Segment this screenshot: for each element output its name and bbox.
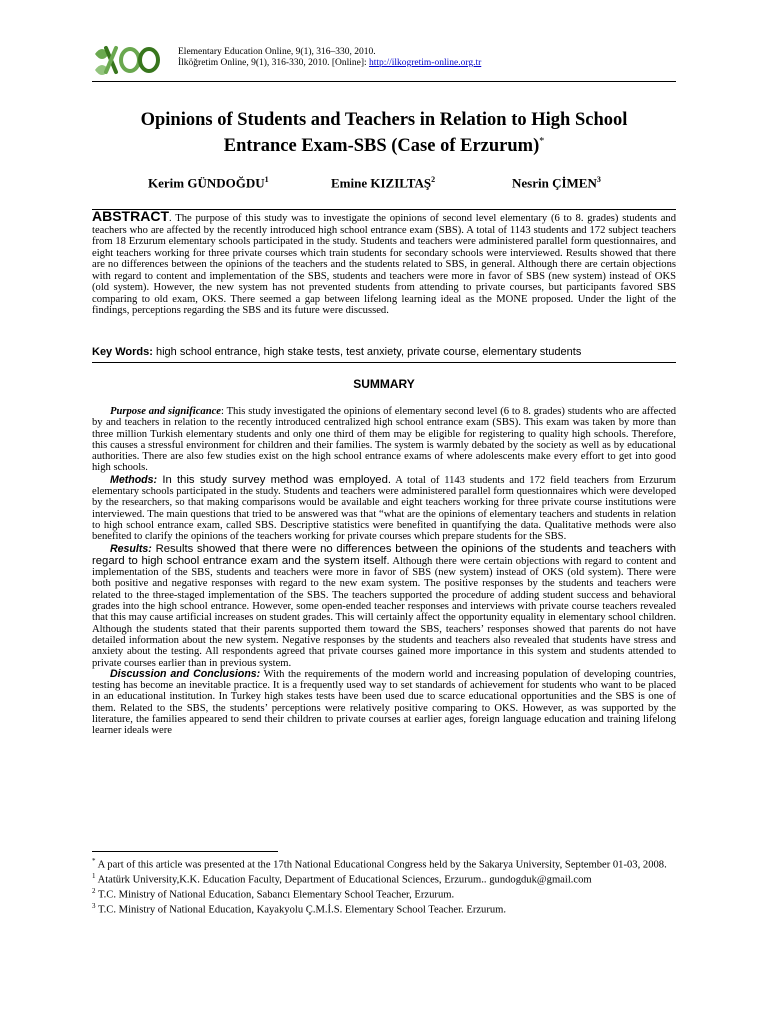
abstract xyxy=(92,208,676,317)
footnote-3 xyxy=(92,901,676,916)
footnote-3-text: T.C. Ministry of National Education, Kayakyolu Ç.M.İ.S. Elementary School Teacher. Erzurum. xyxy=(95,904,507,916)
summary-heading: SUMMARY xyxy=(353,377,415,391)
footnote-star-text: A part of this article was presented at the 17th National Educational Congress held by the Sakarya University, September 01-03, 2008. xyxy=(95,859,667,871)
keywords-label: Key Words: xyxy=(92,346,153,358)
journal-line-english: Elementary Education Online, 9(1), 316–330, 2010. xyxy=(178,47,376,57)
methods-paragraph xyxy=(92,474,676,543)
author-2 xyxy=(331,175,435,191)
author-1 xyxy=(148,175,269,191)
abstract-heading: ABSTRACT xyxy=(92,208,169,224)
author-2-sup: 2 xyxy=(431,175,436,184)
author-3 xyxy=(512,175,601,191)
journal-url-link[interactable]: http://ilkogretim-online.org.tr xyxy=(369,58,482,68)
footnote-1 xyxy=(92,871,676,886)
footnote-2-mark: 2 xyxy=(92,887,96,896)
title-line-1: Opinions of Students and Teachers in Relation to High School xyxy=(140,110,628,130)
author-1-name: Kerim GÜNDOĞDU xyxy=(148,175,265,191)
methods-text: A total of 1143 students and 172 field teachers from Erzurum elementary schools participated in the study. Students and teachers were administered parallel form questionnaires which were developed by the researchers, so that making comparisons would be available and eight teachers working for three private course institutions were interviewed. The main questions that tried to be answered was that “what are the opinions of elementary teachers and students in relation to high school entrance exam, called SBS. Descriptive statistics were benefited in quantifying the data. Qualitative methods were also benefited to clarify the opinions of the teachers working for private courses which prepare students for the SBS. xyxy=(92,474,676,543)
abstract-text: . The purpose of this study was to investigate the opinions of second level elementary (6 to 8. grades) students and teachers who are affected by the recently introduced high school entrance exam (SBS). A total of 1143 students and 172 subject teachers from 18 Erzurum elementary schools participated in the study. Students and teachers were administered parallel form questionnaires, and eight teachers working for three private courses which train students for secondary schools were interviewed. Results showed that there are no differences between the opinions of the teachers and the students related to SBS, in general. Although there are certain objections with regard to content and implementation of the SBS, students and teachers were more in favor of SBS (new system) instead of OKS (old system). However, the new system has not prevented students from attending to private courses, but participants favored SBS comparing to old exam, OKS. There seemed a gap between lifelong learning ideal as the MONE proposed. Under the light of the findings, perceptions regarding the SBS and its future were discussed. xyxy=(92,213,676,316)
footnote-star xyxy=(92,856,676,871)
title-footnote-mark: * xyxy=(539,136,545,147)
purpose-paragraph xyxy=(92,406,676,474)
results-text: Although there were certain objections with regard to content and implementation of the SBS, students and teachers were more in favor of SBS (new system) instead of OKS (old system). There were both positive and negative responses with regard to the new exam system. The positive responses by the students and teachers were related to the three-staged implementation of the SBS. The teachers supported the procedure of adding student success and behavioral grades into the high school entrance. However, some open-ended teacher responses and interviews with private course teachers revealed that this may cause artificial increases on student grades. This will certainly affect the opportunity equality in elementary school children. Although the students stated that their parents supported them toward the SBS, teachers’ responses showed that parents do not have detailed information about the new system. Negative responses by the students and teachers also revealed that students have stress and anxiety about the testing. All respondents agreed that private courses gained more importance in this system and students attended to private courses earlier than in previous system. xyxy=(92,555,676,669)
methods-label: Methods: xyxy=(110,473,158,486)
purpose-label: Purpose and significance xyxy=(110,406,221,417)
journal-citation xyxy=(178,47,481,69)
journal-line-turkish-text: İlköğretim Online, 9(1), 316-330, 2010. [Online]: xyxy=(178,58,370,68)
footnote-3-mark: 3 xyxy=(92,902,96,911)
discussion-text: With the requirements of the modern world and increasing population of developing countries, testing has become an inevitable practice. It is a frequently used way to set standards of achievement for students who want to be placed in an educational institution. In Turkey high stakes tests have been used due to scarce educational opportunities and the SBS is one of them. Related to the SBS, the students’ perceptions were relatively positive comparing to OKS. However, as was supported by the literature, the families appeared to send their children to private courses at earlier ages, foreign language education and training lifelong learner ideals were xyxy=(92,668,676,737)
author-3-sup: 3 xyxy=(596,175,601,184)
journal-logo-icon xyxy=(92,42,162,78)
title-line-2-text: Entrance Exam-SBS (Case of Erzurum) xyxy=(223,136,540,157)
footnote-2-text: T.C. Ministry of National Education, Sabancı Elementary School Teacher, Erzurum. xyxy=(95,889,455,901)
purpose-text: : This study investigated the opinions of elementary second level (6 to 8. grades) students who are affected by and teachers in relation to the recently introduced centralized high school entrance exam (SBS). This exam was taken by more than three million Turkish elementary students and only one third of them may be eligible for registering to quality high schools. Therefore, this causes a stressful environment for children and their families. The system is warmly debated by the society as well as by educational authorities. There are also few studies exist on the high school entrance exams of where adolescents make every effort to get into good high schools. xyxy=(92,406,676,474)
keywords xyxy=(92,346,676,359)
header-rule xyxy=(92,81,676,82)
footnote-1-mark: 1 xyxy=(92,872,96,881)
results-text-sans: Results showed that there were no differences between the opinions of the students and teachers with regard to high school entrance exam and the system itself. xyxy=(92,542,676,567)
footnote-star-mark: * xyxy=(92,857,96,865)
title-line-2 xyxy=(92,131,676,157)
methods-text-sans: In this study survey method was employed. xyxy=(157,473,392,486)
footnote-2 xyxy=(92,886,676,901)
paper-title xyxy=(92,109,676,157)
summary-body xyxy=(92,406,676,737)
results-label: Results: xyxy=(110,542,152,555)
discussion-label: Discussion and Conclusions: xyxy=(110,667,261,680)
footnote-1-text: Atatürk University,K.K. Education Faculty, Department of Educational Sciences, Erzurum.. gundogduk@gmail.com xyxy=(95,874,592,886)
keywords-text: high school entrance, high stake tests, test anxiety, private course, elementary students xyxy=(152,346,582,358)
results-paragraph xyxy=(92,543,676,669)
author-1-sup: 1 xyxy=(264,175,269,184)
footnotes xyxy=(92,856,676,916)
author-2-name: Emine KIZILTAŞ xyxy=(331,175,432,191)
discussion-paragraph xyxy=(92,669,676,737)
author-3-name: Nesrin ÇİMEN xyxy=(512,175,597,191)
journal-line-turkish xyxy=(178,58,481,69)
footnote-rule xyxy=(92,851,278,852)
